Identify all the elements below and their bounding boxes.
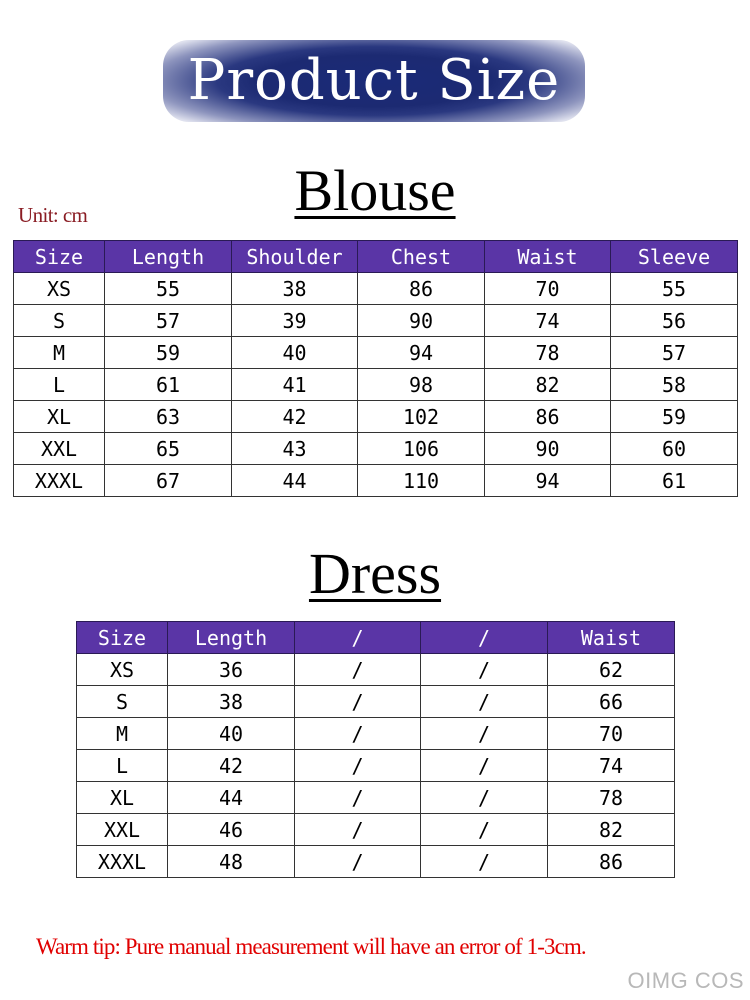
table-cell: / (295, 814, 421, 846)
table-cell: 63 (105, 401, 232, 433)
banner-title: Product Size (187, 48, 561, 113)
table-row (77, 750, 675, 782)
table-cell: 59 (105, 337, 232, 369)
blouse-section-title (0, 158, 750, 223)
table-row (77, 686, 675, 718)
table-cell: / (295, 686, 421, 718)
table-cell: / (421, 686, 548, 718)
table-cell: 102 (358, 401, 485, 433)
table-cell: 57 (105, 305, 232, 337)
table-cell: 41 (232, 369, 358, 401)
table-cell: / (421, 654, 548, 686)
header-cell: Size (77, 622, 168, 654)
table-cell: 106 (358, 433, 485, 465)
header-cell: Chest (358, 241, 485, 273)
table-cell: / (421, 718, 548, 750)
table-cell: 94 (358, 337, 485, 369)
table-row (77, 846, 675, 878)
table-cell: / (295, 750, 421, 782)
table-cell: S (77, 686, 168, 718)
table-cell: 44 (232, 465, 358, 497)
watermark: OIMG COS (627, 968, 744, 993)
table-cell: 60 (611, 433, 738, 465)
table-row (14, 401, 738, 433)
dress-section-title (0, 541, 750, 606)
table-cell: 70 (548, 718, 675, 750)
table-cell: XXXL (14, 465, 105, 497)
table-cell: 48 (168, 846, 295, 878)
table-cell: 40 (168, 718, 295, 750)
table-cell: 70 (485, 273, 611, 305)
product-size-banner (163, 40, 585, 122)
header-cell: Waist (485, 241, 611, 273)
table-cell: / (295, 654, 421, 686)
table-cell: 86 (548, 846, 675, 878)
table-cell: L (14, 369, 105, 401)
dress-title: Dress (308, 541, 442, 606)
table-cell: 40 (232, 337, 358, 369)
header-cell: / (421, 622, 548, 654)
table-header-row (77, 622, 675, 654)
blouse-size-table (13, 240, 738, 497)
table-cell: 56 (611, 305, 738, 337)
header-cell: Length (168, 622, 295, 654)
table-cell: 61 (105, 369, 232, 401)
table-cell: 36 (168, 654, 295, 686)
table-cell: / (421, 846, 548, 878)
table-cell: XXL (77, 814, 168, 846)
table-cell: XXXL (77, 846, 168, 878)
table-row (14, 433, 738, 465)
unit-label: Unit: cm (18, 203, 88, 227)
table-cell: 98 (358, 369, 485, 401)
table-cell: 42 (168, 750, 295, 782)
header-cell: Shoulder (232, 241, 358, 273)
table-cell: 90 (485, 433, 611, 465)
header-cell: Waist (548, 622, 675, 654)
table-cell: / (421, 782, 548, 814)
dress-size-table (76, 621, 675, 878)
table-cell: 78 (485, 337, 611, 369)
warm-tip: Warm tip: Pure manual measurement will have an error of 1-3cm. (36, 934, 586, 959)
table-row (14, 273, 738, 305)
table-cell: XS (77, 654, 168, 686)
table-cell: / (295, 782, 421, 814)
table-cell: XXL (14, 433, 105, 465)
table-cell: 44 (168, 782, 295, 814)
table-cell: 74 (485, 305, 611, 337)
table-row (14, 305, 738, 337)
table-cell: 46 (168, 814, 295, 846)
table-row (77, 654, 675, 686)
table-cell: XL (14, 401, 105, 433)
table-cell: 59 (611, 401, 738, 433)
table-cell: 39 (232, 305, 358, 337)
table-cell: 57 (611, 337, 738, 369)
header-cell: / (295, 622, 421, 654)
table-cell: 65 (105, 433, 232, 465)
table-row (77, 782, 675, 814)
table-cell: 90 (358, 305, 485, 337)
blouse-title: Blouse (294, 158, 456, 223)
header-cell: Size (14, 241, 105, 273)
table-row (14, 337, 738, 369)
table-cell: 110 (358, 465, 485, 497)
table-cell: 38 (232, 273, 358, 305)
table-cell: 55 (105, 273, 232, 305)
table-cell: / (295, 846, 421, 878)
table-cell: 55 (611, 273, 738, 305)
table-cell: M (77, 718, 168, 750)
table-cell: / (295, 718, 421, 750)
header-cell: Length (105, 241, 232, 273)
table-row (14, 369, 738, 401)
table-cell: L (77, 750, 168, 782)
table-cell: 61 (611, 465, 738, 497)
table-cell: 82 (548, 814, 675, 846)
table-cell: 58 (611, 369, 738, 401)
table-cell: 78 (548, 782, 675, 814)
table-cell: / (421, 814, 548, 846)
table-cell: XS (14, 273, 105, 305)
table-cell: / (421, 750, 548, 782)
table-cell: 86 (358, 273, 485, 305)
table-row (77, 718, 675, 750)
table-cell: 94 (485, 465, 611, 497)
table-cell: 42 (232, 401, 358, 433)
table-cell: 86 (485, 401, 611, 433)
table-row (77, 814, 675, 846)
table-cell: 74 (548, 750, 675, 782)
table-cell: 67 (105, 465, 232, 497)
header-cell: Sleeve (611, 241, 738, 273)
table-cell: S (14, 305, 105, 337)
table-cell: XL (77, 782, 168, 814)
table-cell: 62 (548, 654, 675, 686)
table-cell: 43 (232, 433, 358, 465)
table-row (14, 465, 738, 497)
table-header-row (14, 241, 738, 273)
table-cell: 82 (485, 369, 611, 401)
table-cell: 38 (168, 686, 295, 718)
table-cell: 66 (548, 686, 675, 718)
table-cell: M (14, 337, 105, 369)
